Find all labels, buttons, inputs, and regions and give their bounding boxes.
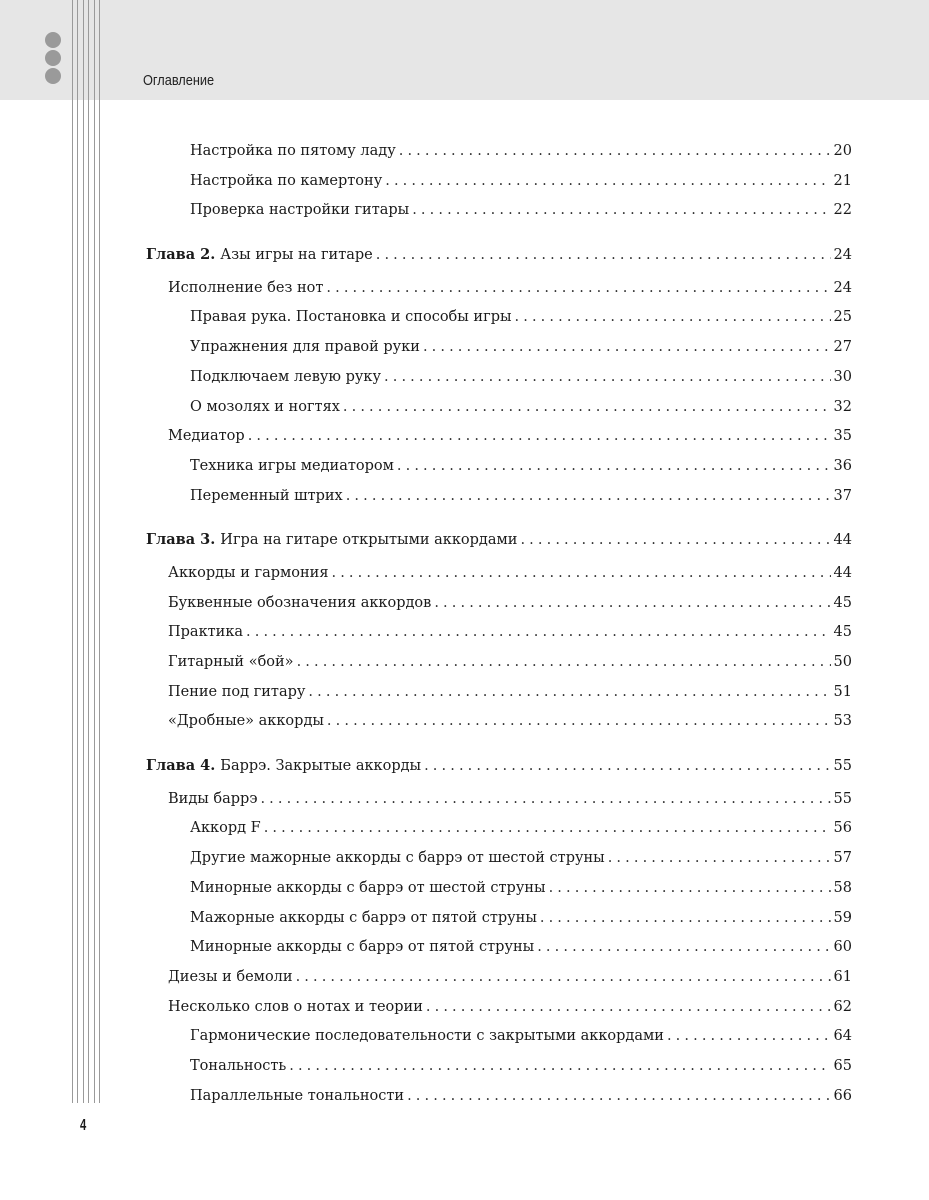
toc-entry-title — [190, 482, 343, 512]
toc-entry-title — [190, 303, 512, 333]
entry-title-text: Буквенные обозначения аккордов — [168, 594, 432, 611]
dot-leader — [667, 1022, 831, 1052]
toc-page-number: 44 — [833, 564, 852, 581]
toc-page-number: 37 — [833, 487, 852, 504]
toc-entry[interactable] — [0, 648, 929, 678]
running-header: Оглавление — [143, 72, 215, 89]
entry-title-text: Минорные аккорды с баррэ от шестой струны — [190, 879, 546, 896]
toc-entry-title — [190, 904, 537, 934]
toc-page-number: 50 — [833, 654, 852, 670]
entry-title-text: Виды баррэ — [168, 790, 258, 807]
toc-entry-title — [168, 993, 423, 1023]
toc-page-number: 57 — [833, 850, 852, 867]
toc-page-number: 44 — [833, 532, 852, 549]
toc-entry-title — [168, 648, 294, 678]
toc-page-number: 24 — [833, 279, 852, 296]
toc-entry-title — [190, 137, 396, 167]
entry-title-text: Пение под гитару — [168, 683, 306, 700]
toc-page-number: 25 — [833, 309, 852, 326]
toc-entry-title — [146, 751, 421, 782]
dot-leader — [248, 422, 831, 452]
toc-entry[interactable] — [0, 167, 929, 197]
toc-entry[interactable] — [0, 422, 929, 452]
entry-title-text: Проверка настройки гитары — [190, 202, 410, 219]
toc-entry[interactable] — [0, 963, 929, 993]
toc-entry[interactable] — [0, 1052, 929, 1082]
toc-entry-title — [190, 844, 605, 874]
toc-entry-title — [168, 589, 431, 619]
table-of-contents — [0, 137, 929, 1111]
toc-entry-title — [168, 785, 257, 815]
dot-leader — [327, 707, 831, 737]
toc-page-number: 58 — [833, 879, 852, 896]
entry-title-text: Азы игры на гитаре — [220, 247, 373, 264]
entry-title-text: Правая рука. Постановка и способы игры — [190, 309, 512, 326]
toc-entry-title — [190, 874, 546, 904]
header-band — [0, 0, 929, 100]
toc-page-number: 45 — [833, 624, 852, 641]
toc-entry-title — [146, 240, 373, 271]
dot-leader — [376, 241, 831, 271]
toc-entry-title — [168, 274, 323, 304]
toc-page-number: 45 — [833, 594, 852, 611]
dot-leader — [308, 678, 830, 708]
entry-title-text: Гармонические последовательности с закрытыми аккордами — [190, 1028, 664, 1045]
dot-leader — [297, 648, 831, 678]
chapter-label: Глава 4. — [146, 757, 216, 775]
toc-page-number: 56 — [833, 820, 852, 837]
toc-page-number: 22 — [833, 202, 852, 219]
toc-entry[interactable] — [0, 844, 929, 874]
toc-entry[interactable] — [0, 274, 929, 304]
toc-page-number: 35 — [833, 428, 852, 445]
entry-title-text: Диезы и бемоли — [168, 968, 293, 985]
entry-title-text: О мозолях и ногтях — [190, 398, 340, 415]
toc-entry[interactable] — [0, 333, 929, 363]
toc-entry-title — [168, 707, 324, 737]
toc-entry-title — [168, 559, 328, 589]
toc-entry-title — [190, 1052, 286, 1082]
toc-entry[interactable] — [0, 452, 929, 482]
toc-chapter-entry[interactable] — [0, 240, 929, 270]
dot-leader — [385, 167, 830, 197]
toc-page-number: 61 — [833, 968, 852, 985]
toc-entry[interactable] — [0, 1022, 929, 1052]
decorative-dot-icon — [45, 68, 61, 84]
entry-title-text: Подключаем левую руку — [190, 368, 382, 385]
entry-title-text: Минорные аккорды с баррэ от пятой струны — [190, 939, 535, 956]
toc-chapter-entry[interactable] — [0, 751, 929, 781]
toc-entry[interactable] — [0, 363, 929, 393]
entry-title-text: Медиатор — [168, 428, 245, 445]
toc-page-number: 21 — [833, 172, 852, 189]
toc-entry[interactable] — [0, 559, 929, 589]
chapter-label: Глава 3. — [146, 531, 216, 549]
dot-leader — [331, 559, 830, 589]
toc-entry-title — [190, 1022, 664, 1052]
toc-page-number: 36 — [833, 457, 852, 474]
toc-entry[interactable] — [0, 482, 929, 512]
toc-entry[interactable] — [0, 814, 929, 844]
toc-entry-title — [168, 678, 305, 708]
dot-leader — [424, 752, 830, 782]
toc-chapter-entry[interactable] — [0, 525, 929, 555]
dot-leader — [520, 526, 830, 556]
toc-entry-title — [146, 525, 517, 556]
toc-page-number: 55 — [833, 758, 852, 775]
decorative-dot-icon — [45, 50, 61, 66]
toc-page-number: 66 — [833, 1087, 852, 1104]
toc-entry-title — [190, 363, 381, 393]
dot-leader — [384, 363, 831, 393]
dot-leader — [537, 933, 830, 963]
dot-leader — [399, 137, 831, 167]
toc-entry[interactable] — [0, 904, 929, 934]
entry-title-text: Настройка по пятому ладу — [190, 143, 396, 159]
dot-leader — [326, 274, 830, 304]
toc-entry-title — [190, 167, 382, 197]
entry-title-text: Аккорды и гармония — [168, 564, 329, 581]
entry-title-text: Упражнения для правой руки — [190, 339, 420, 356]
dot-leader — [407, 1082, 830, 1112]
toc-entry-title — [190, 933, 534, 963]
entry-title-text: Тональность — [190, 1057, 287, 1074]
entry-title-text: Гитарный «бой» — [168, 654, 294, 670]
dot-leader — [426, 993, 831, 1023]
toc-entry[interactable] — [0, 303, 929, 333]
entry-title-text: Параллельные тональности — [190, 1087, 405, 1104]
toc-entry[interactable] — [0, 137, 929, 167]
entry-title-text: Баррэ. Закрытые аккорды — [220, 758, 422, 775]
entry-title-text: Аккорд F — [190, 820, 261, 837]
dot-leader — [515, 303, 831, 333]
toc-entry[interactable] — [0, 678, 929, 708]
toc-entry-title — [168, 618, 243, 648]
toc-entry-title — [190, 452, 394, 482]
entry-title-text: Практика — [168, 624, 244, 641]
toc-page-number: 20 — [833, 143, 852, 159]
dot-leader — [540, 904, 831, 934]
dot-leader — [260, 785, 830, 815]
toc-entry-title — [190, 196, 409, 226]
toc-page-number: 51 — [833, 683, 852, 700]
toc-page-number: 53 — [833, 713, 852, 730]
page-number: 4 — [80, 1117, 87, 1134]
toc-entry[interactable] — [0, 933, 929, 963]
toc-page-number: 65 — [833, 1057, 852, 1074]
toc-entry-title — [190, 1082, 404, 1112]
toc-page-number: 64 — [833, 1028, 852, 1045]
toc-page-number: 30 — [833, 368, 852, 385]
decorative-dot-icon — [45, 32, 61, 48]
entry-title-text: Игра на гитаре открытыми аккордами — [220, 532, 518, 549]
toc-entry[interactable] — [0, 993, 929, 1023]
toc-entry[interactable] — [0, 707, 929, 737]
dot-leader — [434, 589, 830, 619]
toc-entry[interactable] — [0, 874, 929, 904]
dot-leader — [346, 482, 831, 512]
dot-leader — [549, 874, 831, 904]
toc-entry[interactable] — [0, 618, 929, 648]
dot-leader — [296, 963, 831, 993]
toc-entry[interactable] — [0, 589, 929, 619]
entry-title-text: Техника игры медиатором — [190, 457, 394, 474]
dot-leader — [397, 452, 831, 482]
toc-entry[interactable] — [0, 785, 929, 815]
dot-leader — [412, 196, 830, 226]
dot-leader — [264, 814, 831, 844]
entry-title-text: Переменный штрих — [190, 487, 343, 504]
toc-page-number: 32 — [833, 398, 852, 415]
toc-entry[interactable] — [0, 196, 929, 226]
dot-leader — [423, 333, 831, 363]
toc-page-number: 60 — [833, 939, 852, 956]
toc-entry[interactable] — [0, 393, 929, 423]
toc-entry-title — [168, 422, 245, 452]
toc-entry-title — [190, 814, 261, 844]
entry-title-text: Настройка по камертону — [190, 172, 383, 189]
toc-page-number: 24 — [833, 247, 852, 264]
toc-entry-title — [190, 333, 420, 363]
dot-leader — [289, 1052, 830, 1082]
dot-leader — [608, 844, 831, 874]
entry-title-text: Другие мажорные аккорды с баррэ от шестой струны — [190, 850, 605, 867]
entry-title-text: «Дробные» аккорды — [168, 713, 324, 730]
toc-page-number: 62 — [833, 998, 852, 1015]
toc-page-number: 59 — [833, 909, 852, 926]
toc-entry[interactable] — [0, 1082, 929, 1112]
entry-title-text: Мажорные аккорды с баррэ от пятой струны — [190, 909, 537, 926]
toc-entry-title — [168, 963, 293, 993]
toc-page-number: 55 — [833, 790, 852, 807]
toc-entry-title — [190, 393, 340, 423]
entry-title-text: Несколько слов о нотах и теории — [168, 998, 423, 1015]
chapter-label: Глава 2. — [146, 246, 216, 264]
dot-leader — [343, 393, 831, 423]
entry-title-text: Исполнение без нот — [168, 279, 324, 296]
dot-leader — [246, 618, 831, 648]
toc-page-number: 27 — [833, 339, 852, 356]
